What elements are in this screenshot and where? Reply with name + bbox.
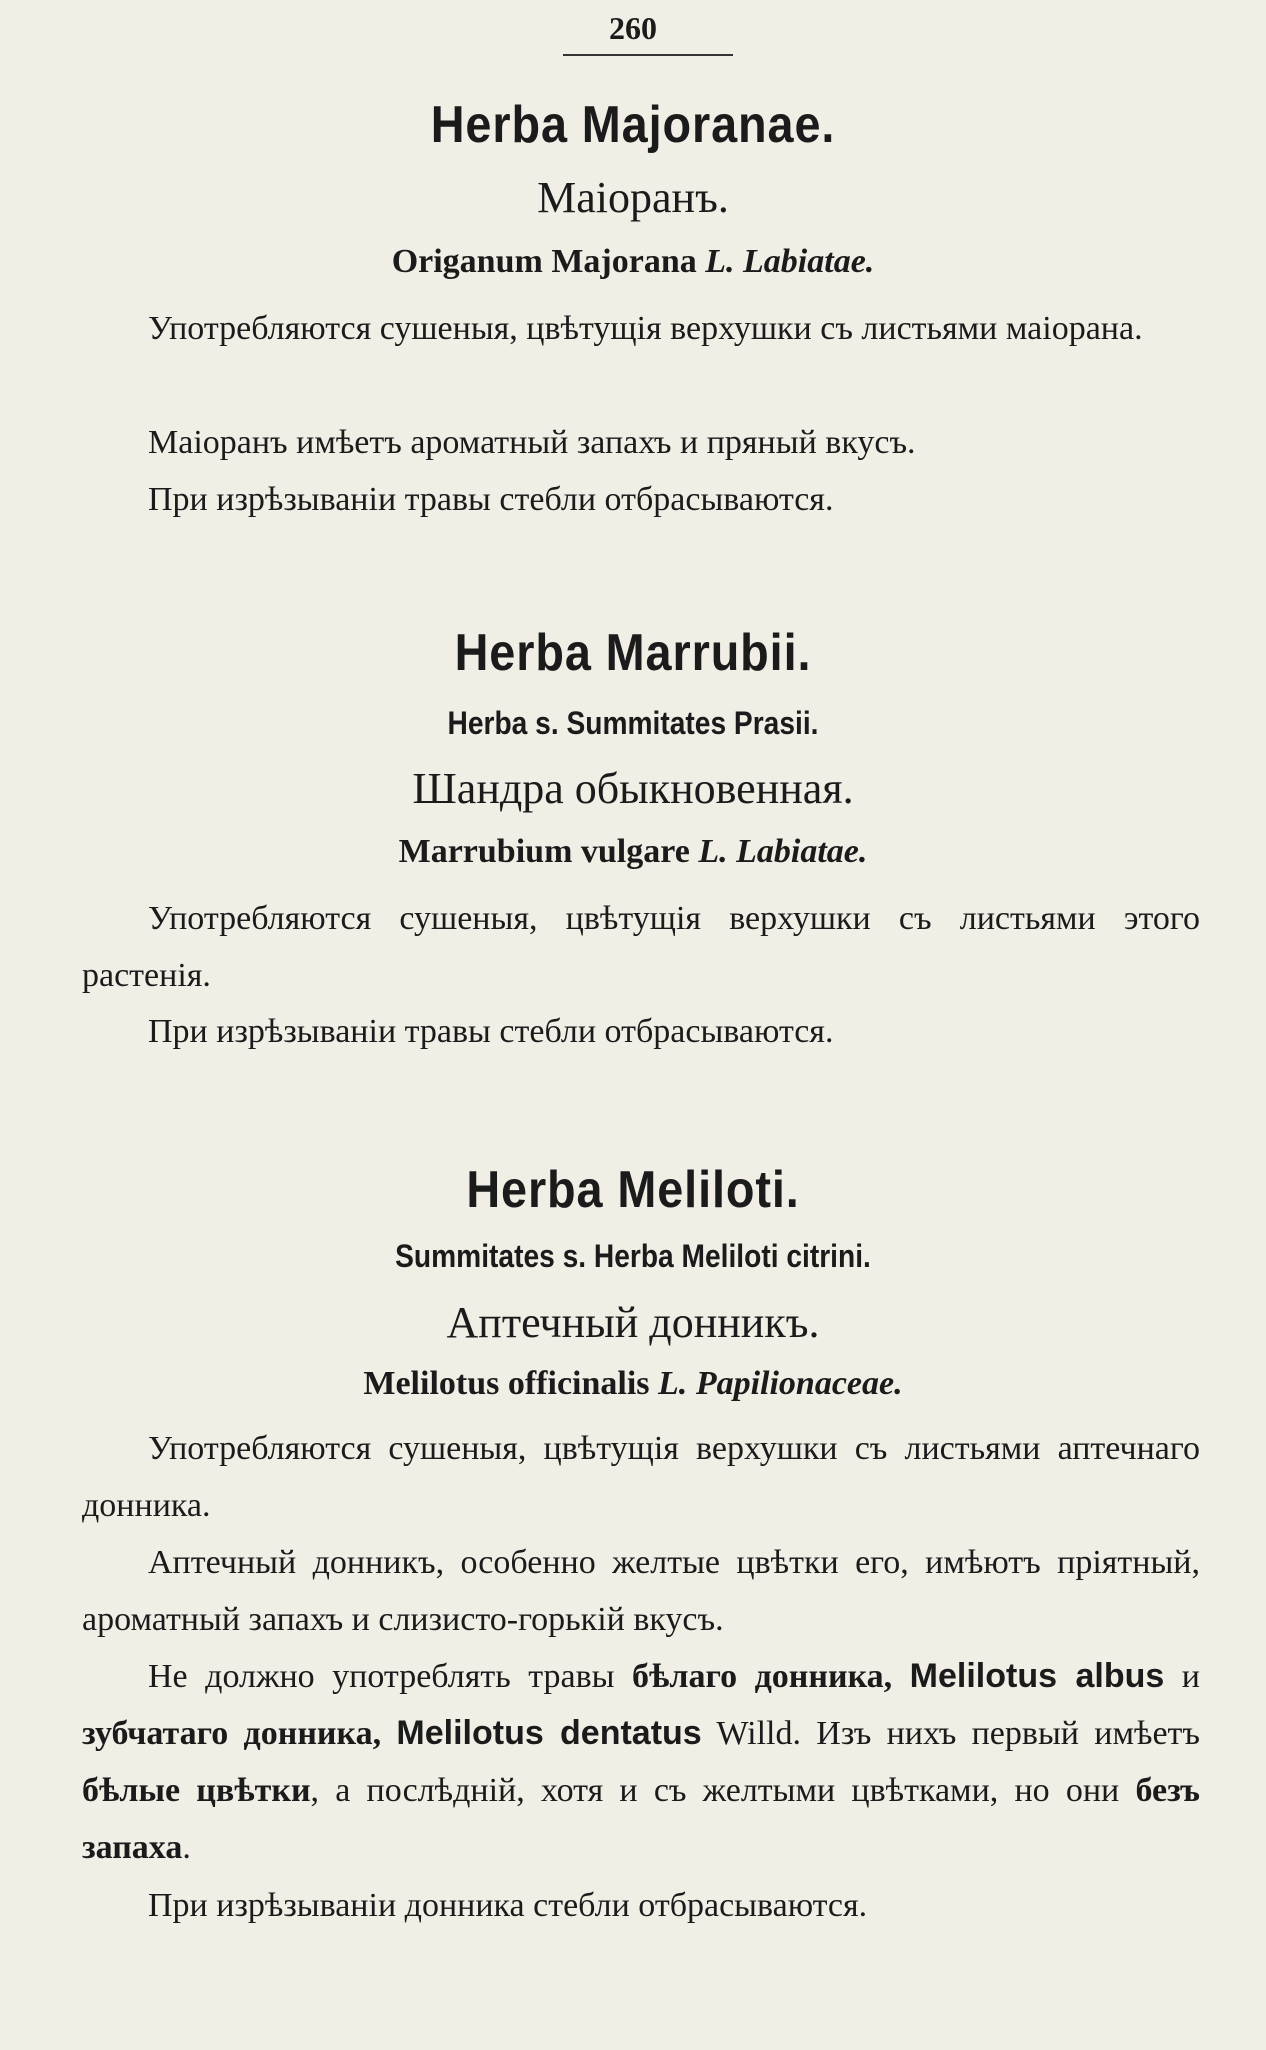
emphasis: зубчатаго донника, [82,1715,382,1752]
section-title: Herba Majoranae. [430,96,836,154]
warning-paragraph: Не должно употреблять травы бѣлаго донника, Melilotus albus и зубчатаго донника, Melilotus dentatus Willd. Изъ нихъ первый имѣетъ бѣлые цвѣтки, а послѣдній, хотя и съ желтыми цвѣтками, но они безъ запаха. [82,1657,1201,1866]
latin-species: Marrubium vulgare [398,833,690,870]
paragraph: Аптечный донникъ, особенно желтые цвѣтки его, имѣютъ пріятный, ароматный запахъ и слизисто-горькій вкусъ. [82,1544,1200,1638]
latin-emphasis: Melilotus albus [909,1657,1165,1695]
paragraph: Маіоранъ имѣетъ ароматный запахъ и пряный вкусъ. [148,424,916,461]
plant-family: Papilionaceae. [695,1365,903,1402]
emphasis: бѣлые цвѣтки [82,1772,311,1809]
header-rule [563,54,733,56]
latin-name [0,833,1266,871]
plant-family: Labiatae. [736,833,868,870]
paragraph: Употребляются сушеныя, цвѣтущія верхушки съ листьями этого растенія. [82,900,1200,994]
authority: L. [698,833,728,870]
page-number: 260 [609,10,657,46]
russian-name: Аптечный донникъ. [446,1298,820,1347]
latin-species: Origanum Majorana [391,243,697,280]
paragraph: При изрѣзываніи донника стебли отбрасываются. [148,1887,868,1924]
authority: L. [705,243,735,280]
section-title: Herba Meliloti. [466,1161,800,1219]
paragraph: Употребляются сушеныя, цвѣтущія верхушки съ листьями аптечнаго донника. [82,1430,1200,1524]
paragraph: При изрѣзываніи травы стебли отбрасываются. [148,1013,834,1050]
russian-name: Шандра обыкновенная. [412,764,854,813]
section-synonym: Herba s. Summitates Prasii. [447,705,819,741]
plant-family: Labiatae. [743,243,875,280]
paragraph: Употребляются сушеныя, цвѣтущія верхушки съ листьями маіорана. [148,310,1143,347]
emphasis: безъ запаха [82,1772,1200,1866]
russian-name: Маіоранъ. [537,173,729,222]
section-synonym: Summitates s. Herba Meliloti citrini. [395,1238,871,1274]
latin-emphasis: Melilotus dentatus [396,1714,702,1752]
latin-name [0,1365,1266,1403]
section-title: Herba Marrubii. [454,624,812,682]
latin-species: Melilotus officinalis [363,1365,650,1402]
paragraph: При изрѣзываніи травы стебли отбрасываются. [148,481,834,518]
emphasis: бѣлаго донника, [632,1658,893,1695]
authority: L. [658,1365,688,1402]
latin-name [0,243,1266,281]
